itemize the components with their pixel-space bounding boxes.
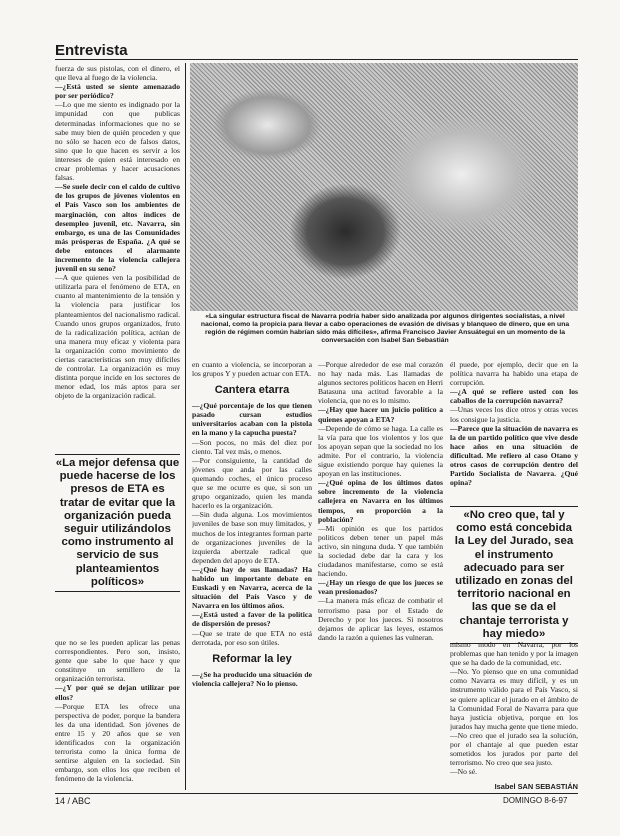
paragraph: que no se les pueden aplicar las penas correspondientes. Pero son, insisto, gente que sabe lo que hace y que constituye un semillero de la organización terrorista. <box>55 638 180 684</box>
column-4-top <box>450 360 578 500</box>
paragraph: —Que se trate de que ETA no está derrotada, por eso son útiles. <box>192 628 312 647</box>
paragraph: mismo modo en Navarra, por los problemas que han tenido y por la imagen que se ha dado de la comunidad, etc. <box>450 640 578 668</box>
photo-caption: «La singular estructura fiscal de Navarra podría haber sido analizada por algunos dirigentes socialistas, a nivel nacional, como la propicia para llevar a cabo operaciones de evasión de divisas y blanqueo de dinero, que en una región de régimen común habrían sido más difíciles», afirma Francisco Javier Ansuátegui en un momento de la conversación con Isabel San Sebastián <box>200 313 570 344</box>
paragraph: —¿Se ha producido una situación de violencia callejera? No lo pienso. <box>192 669 312 688</box>
paragraph: —¿Qué hay de sus llamadas? Ha habido un importante debate en Euskadi y en Navarra, acerca de la situación del País Vasco y de Navarra en los últimos años. <box>192 564 312 611</box>
paragraph: —Parece que la situación de navarra es la de un partido político que vive desde hace años en una situación de dificultad. Me refiero al caso Otano y otros casos de corrupción dentro del Partido Socialista de Navarra. ¿Qué opina? <box>450 423 578 488</box>
paragraph: —No. Yo pienso que en una comunidad como Navarra es muy difícil, y es un instrumento válido para el País Vasco, si se quiere aplicar el jurado en el ámbito de la Comunidad Foral de Navarra para que haya justicia objetiva, porque en los jurados hay mucha gente que tiene miedo. <box>450 667 578 731</box>
paragraph: —Porque alrededor de ese mal corazón no hay nada más. Las llamadas de algunos sectores politicos hacen en Herri Batasuna una actitud favorable a la violencia, que no es lo mismo. <box>318 360 443 406</box>
footer-rule <box>55 793 578 794</box>
paragraph: —¿Y por qué se dejan utilizar por ellos? <box>55 683 180 702</box>
interview-photo <box>190 63 578 311</box>
pull-quote-right <box>450 504 578 646</box>
paragraph: —A que quienes ven la posibilidad de utilizarla para el fenómeno de ETA, en cuanto al mantenimiento de la tensión y la violencia para justificar los planteamientos del nacionalismo radical. Cuando unos grupos organizados, fruto de la radicalización política, actúan de una manera muy eficaz y violenta para la organización como movimiento de ciertas características son muy difíciles de controlar. La organización es muy distinta porque incide en los sectores de menor edad, los más aptos para ser objeto de la organización radical. <box>55 273 180 401</box>
paragraph: —Porque ETA les ofrece una perspectiva de poder, porque la bandera les da una identidad. Son jóvenes de entre 15 y 20 años que se ven identificados con la organización terrorista como la única forma de sentirse alguien en la sociedad. Sin embargo, son ellos los que reciben el fenómeno de la violencia. <box>55 701 180 784</box>
column-1-bottom <box>55 638 180 788</box>
paragraph: fuerza de sus pistolas, con el dinero, el que lleva al fuego de la violencia. <box>55 64 180 83</box>
paragraph: —¿Qué opina de los últimos datos sobre incremento de la violencia callejera en Navarra en los últimos tiempos, en proporción a la población? <box>318 478 443 524</box>
paragraph: —Depende de cómo se haga. La calle es la vía para que los violentos y los que los apoyan sepan que la sociedad no los admite. Por el contrario, la violencia sigue existiendo porque hay quienes la apoyan en las instituciones. <box>318 423 443 479</box>
paragraph: —Lo que me siento es indignado por la impunidad con que publicas determinadas informaciones que no se sabe muy bien de quién proceden y que no sólo se hacen eco de falsos datos, sino que lo que hacen es servir a los intereses de quien está interesado en crear problemas y hacer acusaciones falsas. <box>55 100 180 183</box>
paragraph: —Mi opinión es que los partidos politicos deben tener un papel más activo, sin ninguna duda. Y que también la sociedad debe dar la cara y los ciudadanos manifestarse, como se está haciendo. <box>318 523 443 579</box>
subhead-reformar: Reformar la ley <box>212 652 292 665</box>
paragraph: —No creo que el jurado sea la solución, por el chantaje al que pueden estar sometidos los jurados por parte del terrorismo. No creo que sea justo. <box>450 730 578 768</box>
paragraph: —No sé. <box>450 767 477 777</box>
paragraph: —¿A qué se refiere usted con los caballos de la corrupción navarra? <box>450 387 578 406</box>
paragraph: —Sin duda alguna. Los movimientos juveniles de base son muy limitados, y muchos de los integrantes forman parte de organizaciones juveniles de la izquierda abertzale radical que dependen del apoyo de ETA. <box>192 510 312 565</box>
paragraph: —¿Qué porcentaje de los que tienen pasado cursan estudios universitarios acaban con la pistola en la mano y la capucha puesta? <box>192 401 312 438</box>
paragraph: —¿Está usted a favor de la política de dispersión de presos? <box>192 610 312 629</box>
paragraph: en cuanto a violencia, se incorporan a los grupos Y y pueden actuar con ETA. <box>192 360 312 379</box>
paragraph: —¿Hay un riesgo de que los jueces se vean presionados? <box>318 578 443 597</box>
column-1-top <box>55 64 180 446</box>
column-3 <box>318 360 443 788</box>
column-4-bottom <box>450 640 578 790</box>
pull-quote-text: «No creo que, tal y como está concebida la Ley del Jurado, sea el instrumento adecuado para ser utilizado en zonas del territorio nacional en las que se da el chantaje terrorista y hay miedo» <box>454 509 574 640</box>
column-divider <box>185 63 186 790</box>
issue-date: DOMINGO 8-6-97 <box>503 796 568 805</box>
header-rule <box>55 59 578 60</box>
paragraph: —¿Está usted se siente amenazado por ser periódico? <box>55 82 180 101</box>
paragraph: —¿Hay que hacer un juicio político a quienes apoyan a ETA? <box>318 405 443 424</box>
page-number: 14 / ABC <box>55 796 91 806</box>
subhead-cantera: Cantera etarra <box>214 384 290 397</box>
section-title: Entrevista <box>55 42 128 59</box>
paragraph: —La manera más eficaz de combatir el terrorismo pasa por el Estado de Derecho y por los jueces. Si nosotros dejamos de aplicar las leyes, estamos dando la razón a quienes las vulneran. <box>318 596 443 642</box>
paragraph: —Unas veces los dice otros y otras veces los consigue la justicia. <box>450 405 578 424</box>
paragraph: —Se suele decir con el caldo de cultivo de los grupos de jóvenes violentos en el País Vasco son los ambientes de marginación, con altos índices de desempleo juvenil, etc. Navarra, sin embargo, es una de las Comunidades más prósperas de España. ¿A qué se debe entonces el alarmante incremento de la violencia callejera juvenil en su seno? <box>55 182 180 274</box>
column-2 <box>192 360 312 788</box>
pull-quote-left <box>55 452 180 594</box>
paragraph: —Por consiguiente, la cantidad de jóvenes que anda por las calles quemando coches, el único proceso que se me ocurre es que, si son un grupo organizado, quien les manda hacerlo es la organización. <box>192 455 312 511</box>
paragraph: él puede, por ejemplo, decir que en la política navarra ha habido una etapa de corrupción. <box>450 360 578 388</box>
pull-quote-text: «La mejor defensa que puede hacerse de los presos de ETA es tratar de evitar que la organización pueda seguir utilizándolos como instrumento al servicio de sus planteamientos políticos» <box>55 457 180 588</box>
paragraph: —Son pocos, no más del diez por ciento. Tal vez más, o menos. <box>192 437 312 456</box>
byline: Isabel SAN SEBASTIÁN <box>494 782 578 790</box>
